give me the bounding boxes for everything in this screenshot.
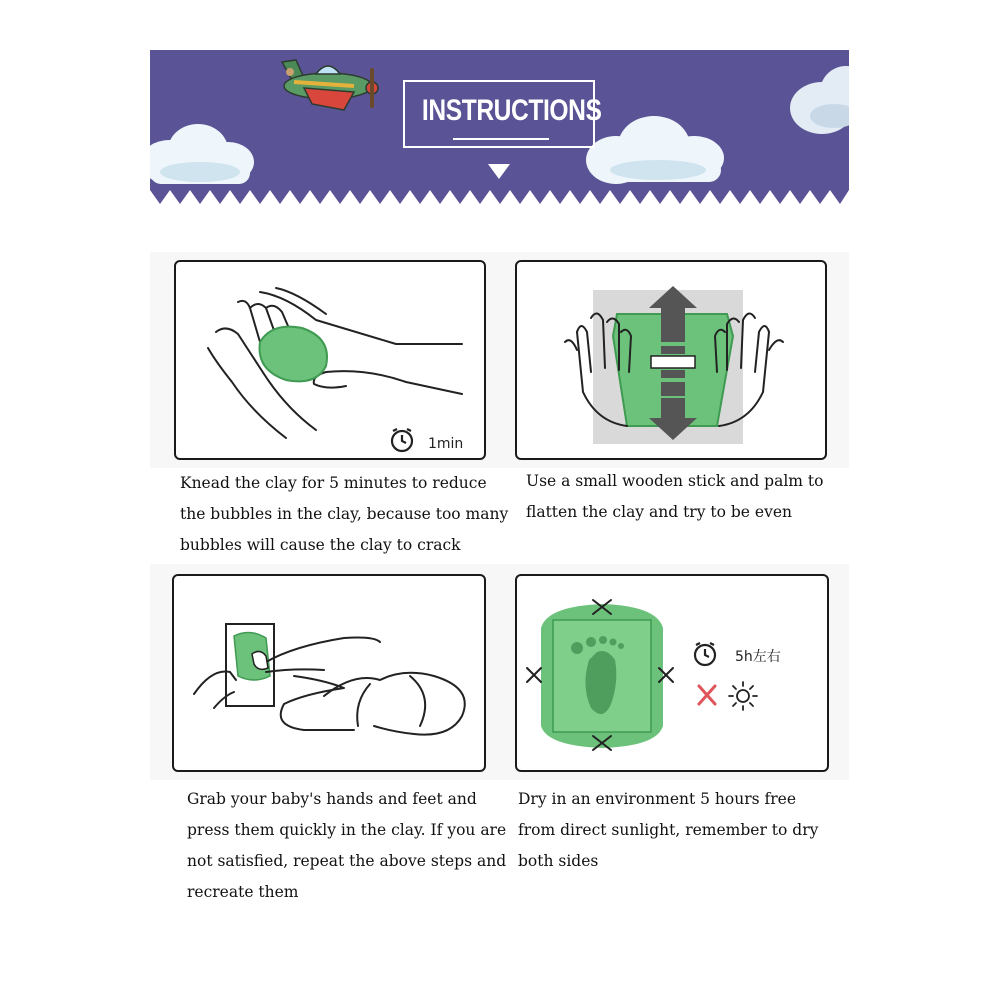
timer-label: 1min [428, 436, 464, 452]
airplane-icon [274, 52, 384, 122]
caption-line: Use a small wooden stick and palm to [526, 472, 824, 490]
footprint-drying-icon [517, 576, 829, 772]
baby-foot-press-icon [174, 576, 486, 772]
cloud-icon [586, 110, 731, 190]
instructions-banner [150, 50, 849, 212]
down-arrow-icon [488, 164, 510, 180]
cloud-icon [790, 64, 849, 136]
timer-label: 5h左右 [735, 649, 781, 665]
hands-kneading-clay-icon [176, 262, 486, 460]
step-2-caption [526, 466, 823, 528]
caption-line: the bubbles in the clay, because too many [180, 505, 509, 523]
step-3-illustration [172, 574, 486, 772]
cloud-icon [150, 112, 260, 192]
title-underline [453, 138, 549, 140]
caption-line: flatten the clay and try to be even [526, 503, 792, 521]
step-4-caption [518, 784, 818, 877]
caption-line: recreate them [187, 883, 299, 901]
caption-line: from direct sunlight, remember to dry [518, 821, 819, 839]
zigzag-edge [150, 190, 849, 212]
alarm-clock-icon [392, 429, 412, 451]
alarm-clock-icon [695, 643, 715, 665]
caption-line: both sides [518, 852, 599, 870]
no-sign-icon [699, 686, 715, 704]
sun-icon [729, 682, 757, 710]
page-title: INSTRUCTIONS [421, 94, 602, 127]
caption-line: bubbles will cause the clay to crack [180, 536, 461, 554]
caption-line: Dry in an environment 5 hours free [518, 790, 797, 808]
caption-line: Grab your baby's hands and feet and [187, 790, 477, 808]
hands-flattening-clay-icon [517, 262, 827, 460]
caption-line: Knead the clay for 5 minutes to reduce [180, 474, 487, 492]
caption-line: press them quickly in the clay. If you are [187, 821, 507, 839]
title-box [403, 80, 602, 148]
step-2-illustration [515, 260, 827, 460]
step-1-caption [180, 468, 508, 561]
step-1-illustration [174, 260, 486, 460]
step-3-caption [187, 784, 506, 908]
caption-line: not satisfied, repeat the above steps and [187, 852, 507, 870]
step-4-illustration [515, 574, 829, 772]
